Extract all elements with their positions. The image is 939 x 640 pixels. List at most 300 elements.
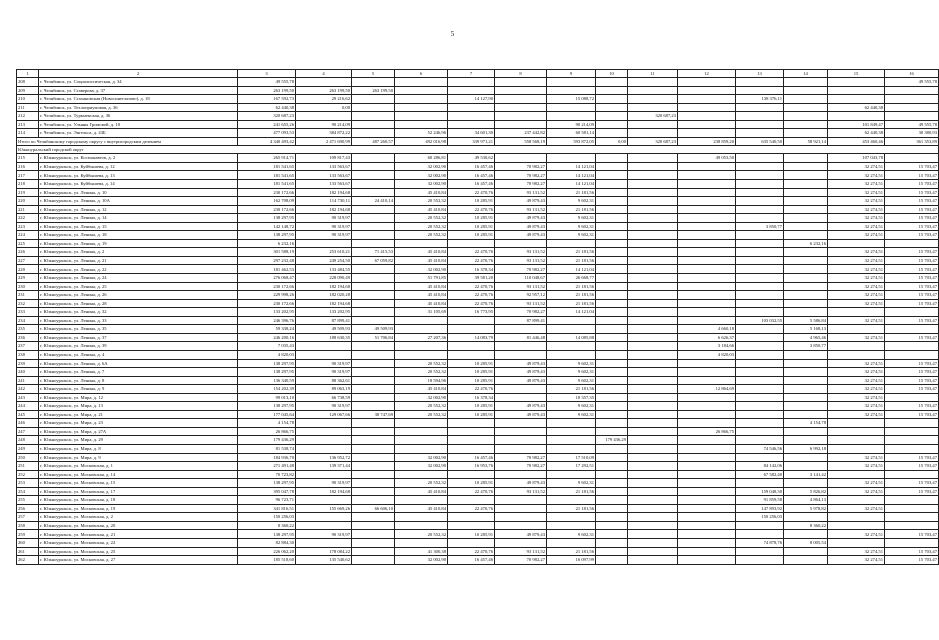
amount-cell: 32 274,51 xyxy=(828,274,885,283)
amount-cell xyxy=(828,325,885,334)
amount-cell xyxy=(885,350,939,359)
amount-cell xyxy=(885,154,939,163)
amount-cell xyxy=(596,248,628,257)
amount-cell xyxy=(736,256,784,265)
table-row xyxy=(17,112,939,121)
amount-cell: 49 879,43 xyxy=(495,479,547,488)
amount-cell: 81 538,74 xyxy=(238,444,296,453)
amount-cell: 185 518,60 xyxy=(238,556,296,565)
amount-cell: 182 194,68 xyxy=(296,188,352,197)
amount-cell xyxy=(352,316,395,325)
amount-cell xyxy=(352,342,395,351)
amount-cell: 14 121,04 xyxy=(547,265,596,274)
table-row xyxy=(17,410,939,419)
row-number: 215 xyxy=(17,154,39,163)
amount-cell: 32 002,90 xyxy=(395,265,448,274)
amount-cell xyxy=(596,154,628,163)
amount-cell xyxy=(296,427,352,436)
amount-cell: 34 601,30 xyxy=(448,129,495,138)
address-cell: г. Южноуральск, ул. Ленина, д. 4 xyxy=(39,350,238,359)
amount-cell: 49 879,43 xyxy=(495,402,547,411)
amount-cell: 93 131,52 xyxy=(495,256,547,265)
amount-cell: 9 602,31 xyxy=(547,479,596,488)
address-cell: г. Южноуральск, ул. Космонавтов, д. 2 xyxy=(39,154,238,163)
row-number: 240 xyxy=(17,368,39,377)
amount-cell xyxy=(352,538,395,547)
amount-cell xyxy=(678,402,736,411)
amount-cell: 70 723,82 xyxy=(238,470,296,479)
amount-cell xyxy=(547,154,596,163)
amount-cell xyxy=(828,112,885,121)
amount-cell: 14 121,04 xyxy=(547,180,596,189)
amount-cell xyxy=(448,496,495,505)
column-number: 14 xyxy=(784,70,828,78)
address-cell: г. Южноуральск, ул. Мира, д. 9 xyxy=(39,453,238,462)
amount-cell: 22 470,76 xyxy=(448,188,495,197)
amount-cell xyxy=(448,419,495,428)
amount-cell: 32 274,51 xyxy=(828,376,885,385)
amount-cell xyxy=(628,547,678,556)
amount-cell: 237 442,82 xyxy=(495,129,547,138)
amount-cell xyxy=(736,427,784,436)
amount-cell: 29 216,62 xyxy=(296,95,352,104)
total-row xyxy=(17,137,939,145)
amount-cell: 32 274,51 xyxy=(828,231,885,240)
amount-cell xyxy=(596,470,628,479)
amount-cell xyxy=(596,444,628,453)
amount-cell xyxy=(628,513,678,522)
amount-cell xyxy=(828,538,885,547)
amount-cell xyxy=(628,376,678,385)
amount-cell xyxy=(628,154,678,163)
amount-cell xyxy=(678,231,736,240)
amount-cell xyxy=(596,197,628,206)
amount-cell: 133 202,95 xyxy=(296,308,352,317)
amount-cell xyxy=(784,385,828,394)
table-body xyxy=(17,70,939,565)
amount-cell xyxy=(547,513,596,522)
total-amount: 487 260,57 xyxy=(352,137,395,145)
amount-cell: 32 274,51 xyxy=(828,530,885,539)
section-title: Южноуральский городской округ xyxy=(17,145,939,154)
amount-cell: 177 045,64 xyxy=(238,410,296,419)
total-amount: 238 859,20 xyxy=(678,137,736,145)
amount-cell xyxy=(495,325,547,334)
amount-cell: 226 062,20 xyxy=(238,547,296,556)
amount-cell xyxy=(784,120,828,129)
amount-cell: 20 552,32 xyxy=(395,197,448,206)
amount-cell: 90 319,97 xyxy=(296,402,352,411)
amount-cell: 90 319,97 xyxy=(296,222,352,231)
table-row xyxy=(17,265,939,274)
amount-cell: 138 297,95 xyxy=(238,214,296,223)
address-cell: г. Южноуральск, ул. Ленина, д. 19 xyxy=(39,239,238,248)
table-row xyxy=(17,239,939,248)
amount-cell: 93 131,52 xyxy=(495,547,547,556)
amount-cell xyxy=(596,316,628,325)
amount-cell xyxy=(678,393,736,402)
table-row xyxy=(17,496,939,505)
row-number: 237 xyxy=(17,342,39,351)
row-number: 213 xyxy=(17,120,39,129)
amount-cell: 32 002,90 xyxy=(395,462,448,471)
amount-cell: 45 410,84 xyxy=(395,188,448,197)
amount-cell xyxy=(736,291,784,300)
amount-cell: 90 214,09 xyxy=(547,120,596,129)
amount-cell xyxy=(628,504,678,513)
amount-cell: 320 687,23 xyxy=(628,112,678,121)
amount-cell xyxy=(885,444,939,453)
amount-cell xyxy=(828,342,885,351)
amount-cell xyxy=(784,78,828,87)
amount-cell xyxy=(395,112,448,121)
amount-cell xyxy=(885,393,939,402)
amount-cell xyxy=(736,530,784,539)
amount-cell xyxy=(678,556,736,565)
table-row xyxy=(17,308,939,317)
amount-cell: 9 602,31 xyxy=(547,530,596,539)
amount-cell: 59 338,24 xyxy=(238,325,296,334)
row-number: 261 xyxy=(17,547,39,556)
amount-cell: 60 581,14 xyxy=(547,129,596,138)
amount-cell: 22 470,76 xyxy=(448,504,495,513)
table-row xyxy=(17,359,939,368)
amount-cell xyxy=(596,359,628,368)
amount-cell xyxy=(678,419,736,428)
amount-cell xyxy=(547,86,596,95)
amount-cell xyxy=(736,299,784,308)
amount-cell xyxy=(784,368,828,377)
amount-cell xyxy=(784,180,828,189)
amount-cell xyxy=(736,129,784,138)
amount-cell: 182 194,68 xyxy=(296,299,352,308)
amount-cell xyxy=(828,95,885,104)
amount-cell xyxy=(596,410,628,419)
amount-cell xyxy=(885,419,939,428)
amount-cell: 26 668,77 xyxy=(547,274,596,283)
amount-cell: 15 703,47 xyxy=(885,171,939,180)
address-cell: г. Южноуральск, ул. Ленина, д. 10 xyxy=(39,188,238,197)
amount-cell: 49 879,43 xyxy=(495,376,547,385)
address-cell: г. Челябинск, ул. Ульяны Громовой, д. 10 xyxy=(39,120,238,129)
table-row xyxy=(17,393,939,402)
table-row xyxy=(17,171,939,180)
amount-cell: 51 706,84 xyxy=(352,333,395,342)
amount-cell xyxy=(736,479,784,488)
amount-cell: 60 286,81 xyxy=(395,154,448,163)
amount-cell: 32 002,90 xyxy=(395,162,448,171)
amount-cell: 150 256,03 xyxy=(238,513,296,522)
amount-cell xyxy=(885,342,939,351)
amount-cell xyxy=(784,129,828,138)
amount-cell xyxy=(296,350,352,359)
address-cell: г. Челябинск, ул. Социалистическая, д. 34 xyxy=(39,78,238,87)
amount-cell: 32 274,51 xyxy=(828,205,885,214)
amount-cell xyxy=(448,120,495,129)
amount-cell xyxy=(784,103,828,112)
row-number: 254 xyxy=(17,487,39,496)
amount-cell xyxy=(395,239,448,248)
amount-cell: 265 914,71 xyxy=(238,154,296,163)
amount-cell xyxy=(784,291,828,300)
amount-cell: 45 410,84 xyxy=(395,299,448,308)
amount-cell xyxy=(885,496,939,505)
amount-cell: 93 131,52 xyxy=(495,282,547,291)
row-number: 217 xyxy=(17,171,39,180)
amount-cell: 49 509,93 xyxy=(296,325,352,334)
amount-cell: 70 982,27 xyxy=(495,171,547,180)
amount-cell xyxy=(395,436,448,445)
amount-cell: 246 396,76 xyxy=(238,316,296,325)
amount-cell xyxy=(628,239,678,248)
amount-cell xyxy=(736,359,784,368)
address-cell: г. Южноуральск, ул. Куйбышева, д. 12 xyxy=(39,162,238,171)
amount-cell xyxy=(395,342,448,351)
amount-cell xyxy=(495,86,547,95)
amount-cell xyxy=(495,112,547,121)
table-row xyxy=(17,188,939,197)
amount-cell xyxy=(885,504,939,513)
row-number: 239 xyxy=(17,359,39,368)
amount-cell: 14 083,79 xyxy=(448,333,495,342)
amount-cell xyxy=(448,513,495,522)
amount-cell xyxy=(547,470,596,479)
amount-cell: 6 232,16 xyxy=(784,239,828,248)
address-cell: г. Челябинск, ул. Стахановская (Новосинеглазово), д. 18 xyxy=(39,95,238,104)
address-cell: г. Южноуральск, ул. Московская, д. 27 xyxy=(39,556,238,565)
address-cell: г. Южноуральск, ул. Московская, д. 19 xyxy=(39,504,238,513)
amount-cell xyxy=(495,521,547,530)
amount-cell: 26 866,75 xyxy=(238,427,296,436)
amount-cell: 20 552,32 xyxy=(395,231,448,240)
address-cell: г. Южноуральск, ул. Ленина, д. 14 xyxy=(39,214,238,223)
amount-cell xyxy=(596,308,628,317)
amount-cell: 93 131,52 xyxy=(495,248,547,257)
amount-cell xyxy=(784,197,828,206)
address-cell: г. Южноуральск, ул. Ленина, д. 35 xyxy=(39,325,238,334)
amount-cell: 138 297,95 xyxy=(238,231,296,240)
amount-cell: 70 982,27 xyxy=(495,462,547,471)
amount-cell xyxy=(547,427,596,436)
amount-cell xyxy=(828,444,885,453)
amount-cell xyxy=(885,308,939,317)
row-number: 249 xyxy=(17,444,39,453)
total-amount: 453 460,46 xyxy=(828,137,885,145)
amount-cell xyxy=(352,282,395,291)
amount-cell xyxy=(352,171,395,180)
amount-cell xyxy=(678,368,736,377)
amount-cell: 22 470,76 xyxy=(448,248,495,257)
table-row xyxy=(17,385,939,394)
amount-cell: 230 172,66 xyxy=(238,299,296,308)
amount-cell: 150 256,03 xyxy=(736,513,784,522)
row-number: 259 xyxy=(17,530,39,539)
amount-cell xyxy=(352,299,395,308)
amount-cell xyxy=(296,78,352,87)
amount-cell xyxy=(395,419,448,428)
amount-cell: 70 982,27 xyxy=(495,162,547,171)
address-cell: г. Южноуральск, ул. Ленина, д. 26 xyxy=(39,291,238,300)
amount-cell: 16 457,46 xyxy=(448,453,495,462)
amount-cell: 20 552,32 xyxy=(395,368,448,377)
row-number: 238 xyxy=(17,350,39,359)
amount-cell xyxy=(596,419,628,428)
row-number: 219 xyxy=(17,188,39,197)
amount-cell xyxy=(495,342,547,351)
amount-cell: 10 285,91 xyxy=(448,359,495,368)
amount-cell: 32 274,51 xyxy=(828,368,885,377)
amount-cell xyxy=(736,325,784,334)
address-cell: г. Южноуральск, ул. Мира, д. 21 xyxy=(39,410,238,419)
amount-cell xyxy=(678,359,736,368)
amount-cell: 32 274,51 xyxy=(828,462,885,471)
amount-cell xyxy=(628,462,678,471)
amount-cell xyxy=(736,333,784,342)
table-row xyxy=(17,291,939,300)
amount-cell: 32 274,51 xyxy=(828,547,885,556)
row-number: 257 xyxy=(17,513,39,522)
amount-cell xyxy=(395,95,448,104)
amount-cell xyxy=(596,376,628,385)
amount-cell xyxy=(596,479,628,488)
address-cell: г. Южноуральск, ул. Ленина, д. 24 xyxy=(39,274,238,283)
total-amount: 635 540,50 xyxy=(736,137,784,145)
amount-cell xyxy=(784,530,828,539)
amount-cell xyxy=(596,513,628,522)
amount-cell xyxy=(678,120,736,129)
amount-cell: 162 708,09 xyxy=(238,197,296,206)
amount-cell xyxy=(352,239,395,248)
amount-cell: 21 181,56 xyxy=(547,385,596,394)
amount-cell xyxy=(784,393,828,402)
address-cell: г. Южноуральск, ул. Мира, д. 8 xyxy=(39,444,238,453)
amount-cell xyxy=(596,291,628,300)
table-row xyxy=(17,479,939,488)
amount-cell: 15 088,72 xyxy=(547,95,596,104)
amount-cell xyxy=(678,248,736,257)
amount-cell xyxy=(885,239,939,248)
amount-cell xyxy=(352,436,395,445)
amount-cell xyxy=(678,308,736,317)
amount-cell xyxy=(678,282,736,291)
amount-cell: 32 002,90 xyxy=(395,393,448,402)
amount-cell xyxy=(352,368,395,377)
amount-cell: 27 207,36 xyxy=(395,333,448,342)
total-amount: 558 568,19 xyxy=(495,137,547,145)
amount-cell: 138 297,95 xyxy=(238,402,296,411)
amount-cell: 246 200,16 xyxy=(238,333,296,342)
amount-cell xyxy=(628,530,678,539)
amount-cell: 320 687,23 xyxy=(238,112,296,121)
amount-cell: 15 703,47 xyxy=(885,462,939,471)
total-amount: 339 971,21 xyxy=(448,137,495,145)
amount-cell: 93 131,52 xyxy=(495,299,547,308)
amount-cell xyxy=(596,368,628,377)
amount-cell xyxy=(495,95,547,104)
amount-cell xyxy=(495,419,547,428)
amount-cell xyxy=(628,180,678,189)
amount-cell: 32 274,51 xyxy=(828,316,885,325)
amount-cell xyxy=(596,325,628,334)
amount-cell xyxy=(784,154,828,163)
amount-cell xyxy=(395,120,448,129)
table-row xyxy=(17,78,939,87)
amount-cell: 182 194,68 xyxy=(296,205,352,214)
amount-cell xyxy=(678,188,736,197)
amount-cell: 107 043,78 xyxy=(828,154,885,163)
amount-cell xyxy=(596,129,628,138)
amount-cell xyxy=(736,197,784,206)
table-row xyxy=(17,444,939,453)
amount-cell: 179 436,29 xyxy=(596,436,628,445)
table-row xyxy=(17,129,939,138)
amount-cell xyxy=(628,274,678,283)
total-amount: 58 921,14 xyxy=(784,137,828,145)
amount-cell: 15 703,47 xyxy=(885,547,939,556)
amount-cell xyxy=(628,479,678,488)
row-number: 234 xyxy=(17,316,39,325)
address-cell: г. Южноуральск, ул. Московская, д. 18 xyxy=(39,496,238,505)
amount-cell: 10 285,91 xyxy=(448,222,495,231)
amount-cell: 139 371,44 xyxy=(296,462,352,471)
table-row xyxy=(17,402,939,411)
amount-cell xyxy=(596,265,628,274)
amount-cell xyxy=(547,419,596,428)
amount-cell xyxy=(352,291,395,300)
table-row xyxy=(17,231,939,240)
amount-cell xyxy=(296,436,352,445)
amount-cell xyxy=(596,180,628,189)
amount-cell xyxy=(547,103,596,112)
row-number: 224 xyxy=(17,231,39,240)
amount-cell: 49 509,93 xyxy=(352,325,395,334)
amount-cell xyxy=(495,385,547,394)
amount-cell: 3 850,77 xyxy=(736,222,784,231)
amount-cell xyxy=(596,274,628,283)
amount-cell: 4 820,03 xyxy=(678,350,736,359)
table-row xyxy=(17,180,939,189)
amount-cell: 103 032,55 xyxy=(736,316,784,325)
amount-cell: 109 817,43 xyxy=(296,154,352,163)
amount-cell: 181 541,65 xyxy=(238,162,296,171)
address-cell: г. Южноуральск, ул. Куйбышева, д. 13 xyxy=(39,171,238,180)
amount-cell: 49 555,78 xyxy=(238,78,296,87)
amount-cell: 135 540,62 xyxy=(296,556,352,565)
amount-cell xyxy=(352,462,395,471)
amount-cell: 4 154,78 xyxy=(238,419,296,428)
amount-cell xyxy=(352,402,395,411)
amount-cell xyxy=(352,479,395,488)
amount-cell: 32 274,51 xyxy=(828,385,885,394)
amount-cell xyxy=(628,95,678,104)
column-number: 1 xyxy=(17,70,39,78)
table-row xyxy=(17,316,939,325)
amount-cell xyxy=(448,316,495,325)
amount-cell xyxy=(495,436,547,445)
row-number: 244 xyxy=(17,402,39,411)
address-cell: г. Южноуральск, ул. Ленина, д. 18 xyxy=(39,231,238,240)
amount-cell xyxy=(596,487,628,496)
row-number: 243 xyxy=(17,393,39,402)
row-number: 247 xyxy=(17,427,39,436)
amount-cell: 230 172,66 xyxy=(238,282,296,291)
amount-cell xyxy=(784,265,828,274)
amount-cell xyxy=(448,103,495,112)
amount-cell: 70 982,27 xyxy=(495,180,547,189)
amount-cell: 6 626,37 xyxy=(678,333,736,342)
table-row xyxy=(17,197,939,206)
amount-cell: 21 181,56 xyxy=(547,299,596,308)
